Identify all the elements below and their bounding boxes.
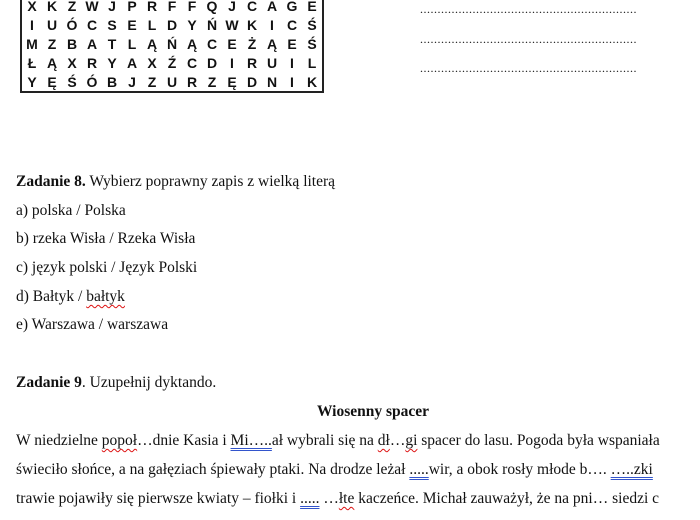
- grid-cell: Y: [107, 54, 117, 71]
- grid-cell: D: [246, 73, 258, 90]
- grid-cell: N: [266, 73, 278, 90]
- task8-heading-line: [16, 173, 335, 191]
- grid-cell: L: [127, 35, 137, 52]
- grid-cell: I: [30, 16, 34, 33]
- text-run: …: [389, 432, 406, 449]
- grammar-flag: .....: [300, 490, 320, 507]
- task8-option-a: a) polska / Polska: [16, 202, 126, 219]
- grid-cell: F: [187, 0, 197, 14]
- grid-cell: C: [286, 16, 298, 33]
- grammar-flag: …..zki: [610, 461, 653, 478]
- grid-cell: S: [107, 16, 117, 33]
- text-run: wir, a obok rosły młode b….: [428, 461, 611, 478]
- dictation-line-1: [16, 432, 660, 450]
- grid-cell: X: [67, 54, 77, 71]
- grid-cell: Ę: [47, 73, 57, 90]
- task9-instruction: . Uzupełnij dyktando.: [81, 374, 217, 391]
- grid-cell: Ą: [146, 35, 158, 52]
- grid-row: [21, 0, 323, 15]
- grid-cell: Ś: [307, 16, 317, 33]
- grid-cell: R: [86, 54, 98, 71]
- task8-option-b: b) rzeka Wisła / Rzeka Wisła: [16, 230, 196, 247]
- text-run: …: [319, 490, 339, 507]
- grid-cell: I: [290, 54, 294, 71]
- text-run: kaczeńce. Michał zauważył, że na pni… siedzi c: [354, 490, 660, 507]
- grid-cell: W: [85, 0, 99, 14]
- grid-cell: E: [307, 0, 317, 14]
- grid-cell: Ń: [166, 35, 178, 52]
- grid-cell: U: [166, 73, 178, 90]
- grid-cell: F: [167, 0, 177, 14]
- grid-cell: J: [228, 0, 236, 14]
- answer-line-2: ..............................................................: [420, 32, 637, 46]
- grid-cell: C: [186, 54, 198, 71]
- spelling-flag: łte: [338, 490, 355, 507]
- task8-option-c: c) język polski / Język Polski: [16, 259, 198, 276]
- grid-cell: Ó: [66, 16, 78, 33]
- grid-cell: R: [246, 54, 258, 71]
- grid-cell: Z: [147, 73, 157, 90]
- grid-cell: T: [107, 35, 117, 52]
- grid-cell: J: [108, 0, 116, 14]
- text-run: W niedzielne: [16, 432, 102, 449]
- grid-cell: A: [86, 35, 98, 52]
- spelling-flag: gi: [405, 432, 418, 449]
- task9-heading-line: [16, 374, 216, 392]
- grid-cell: A: [266, 0, 278, 14]
- spelling-flag: dł: [377, 432, 390, 449]
- grid-cell: X: [27, 0, 37, 14]
- grid-cell: I: [230, 54, 234, 71]
- grid-cell: Ó: [86, 73, 98, 90]
- grid-row: [21, 15, 323, 34]
- grid-cell: I: [270, 16, 274, 33]
- grid-cell: X: [147, 54, 157, 71]
- grid-cell: Ą: [186, 35, 198, 52]
- grid-cell: A: [126, 54, 138, 71]
- text-run: świeciło słońce, a na gałęziach śpiewały ptaki. Na drodze leżał: [16, 461, 410, 478]
- grid-row: [21, 53, 323, 72]
- text-run: ał wybrali się na: [271, 432, 378, 449]
- grid-cell: Ż: [247, 35, 257, 52]
- grid-cell: K: [306, 73, 318, 90]
- grid-cell: L: [147, 16, 157, 33]
- grid-cell: W: [225, 16, 239, 33]
- grid-cell: L: [307, 54, 317, 71]
- grid-cell: Ń: [206, 16, 218, 33]
- grid-cell: K: [46, 0, 58, 14]
- dictation-title: Wiosenny spacer: [316, 403, 430, 420]
- text-run: trawie pojawiły się pierwsze kwiaty – fiołki i: [16, 490, 301, 507]
- task8-heading: Zadanie 8.: [16, 173, 86, 190]
- grid-cell: R: [146, 0, 158, 14]
- grid-cell: M: [26, 35, 38, 52]
- grid-cell: Ź: [167, 54, 177, 71]
- task8-option-e: e) Warszawa / warszawa: [16, 316, 169, 333]
- grid-cell: Ś: [307, 35, 317, 52]
- grid-cell: E: [127, 16, 137, 33]
- grid-cell: D: [206, 54, 218, 71]
- spelling-flag: bałtyk: [86, 288, 125, 305]
- grid-cell: P: [127, 0, 137, 14]
- grid-cell: D: [166, 16, 178, 33]
- grid-cell: C: [246, 0, 258, 14]
- grid-cell: U: [266, 54, 278, 71]
- grid-cell: C: [206, 35, 218, 52]
- grid-cell: R: [186, 73, 198, 90]
- grid-cell: Z: [67, 0, 77, 14]
- grid-cell: Ś: [67, 73, 77, 90]
- task9-heading: Zadanie 9: [16, 374, 82, 391]
- task8-instruction: Wybierz poprawny zapis z wielką literą: [85, 173, 336, 190]
- task8-option-d-text: d) Bałtyk /: [16, 288, 87, 305]
- grid-cell: B: [66, 35, 78, 52]
- grid-cell: E: [227, 35, 237, 52]
- grammar-flag: .....: [409, 461, 429, 478]
- grid-cell: E: [287, 35, 297, 52]
- grid-row: [21, 72, 323, 92]
- grid-cell: Ę: [227, 73, 237, 90]
- grid-cell: Z: [47, 35, 57, 52]
- grid-row: [21, 34, 323, 53]
- task8-option-d: [16, 288, 125, 306]
- grid-cell: Ą: [266, 35, 278, 52]
- grammar-flag: Mi…..: [230, 432, 272, 449]
- grid-cell: K: [246, 16, 258, 33]
- dictation-line-2: [16, 461, 653, 479]
- grid-cell: C: [86, 16, 98, 33]
- grid-cell: Ą: [46, 54, 58, 71]
- spelling-flag: popoł: [101, 432, 138, 449]
- grid-cell: Ł: [27, 54, 37, 71]
- dictation-line-3: [16, 490, 659, 508]
- answer-line-1: ..............................................................: [420, 2, 637, 16]
- grid-cell: J: [128, 73, 136, 90]
- text-run: …dnie Kasia i: [137, 432, 231, 449]
- text-run: spacer do lasu. Pogoda była wspaniała: [417, 432, 660, 449]
- grid-cell: Z: [207, 73, 217, 90]
- grid-cell: I: [290, 73, 294, 90]
- word-search-grid: [20, 0, 324, 93]
- grid-cell: U: [46, 16, 58, 33]
- grid-cell: Q: [206, 0, 218, 14]
- grid-cell: Y: [27, 73, 37, 90]
- grid-cell: B: [106, 73, 118, 90]
- grid-cell: G: [286, 0, 298, 14]
- answer-line-3: ..............................................................: [420, 61, 637, 75]
- grid-cell: Y: [187, 16, 197, 33]
